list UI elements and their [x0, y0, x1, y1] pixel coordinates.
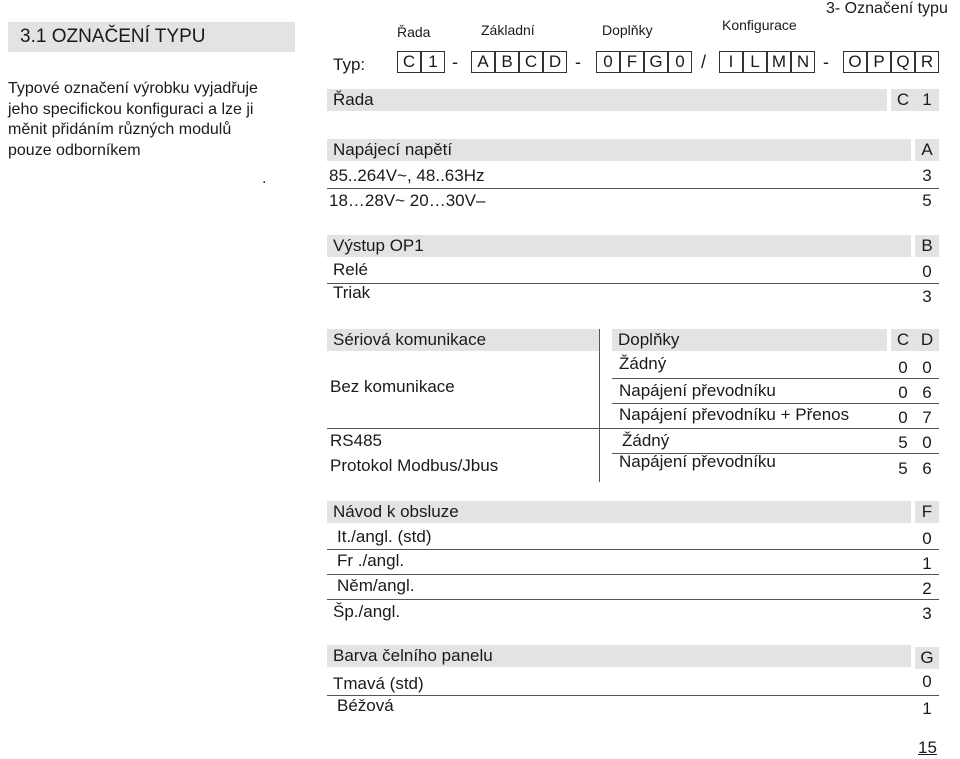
column-divider	[599, 329, 600, 482]
navod-option-code: 3	[922, 604, 932, 623]
seriova-code: D	[915, 329, 939, 351]
divider	[327, 599, 939, 600]
seriova-option: Bez komunikace	[330, 377, 455, 396]
vystup-option: Relé	[333, 260, 368, 279]
doplnky-code: 0	[898, 358, 908, 377]
code-separator: /	[701, 52, 707, 72]
divider	[327, 188, 939, 189]
section-subtitle: 3- Označení typu	[826, 0, 948, 17]
doplnky-option: Žádný	[619, 354, 667, 373]
code-cell: O	[843, 51, 867, 73]
doplnky-code: 6	[922, 383, 932, 402]
doplnky-option: Žádný	[622, 431, 670, 450]
divider	[599, 428, 939, 429]
section-title: 3.1 OZNAČENÍ TYPU	[8, 22, 295, 52]
group-label-zakladni: Základní	[481, 22, 535, 38]
napajeci-option: 85..264V~, 48..63Hz	[329, 166, 485, 185]
seriova-label: Sériová komunikace	[327, 329, 599, 351]
code-cell: C	[519, 51, 543, 73]
doplnky-code: 0	[922, 358, 932, 377]
navod-option: Fr ./angl.	[337, 551, 405, 570]
doplnky-code: 5	[898, 433, 908, 452]
doplnky-code: 0	[898, 383, 908, 402]
seriova-doplnky-label: Doplňky	[612, 329, 887, 351]
napajeci-option-code: 3	[922, 166, 932, 185]
code-cell: M	[767, 51, 791, 73]
code-cell: 0	[596, 51, 620, 73]
navod-label: Návod k obsluze	[327, 501, 911, 523]
divider	[327, 695, 939, 696]
rada-label: Řada	[327, 89, 887, 111]
navod-option-code: 2	[922, 579, 932, 598]
doplnky-option: Napájení převodníku	[619, 381, 776, 400]
code-cell: P	[867, 51, 891, 73]
doplnky-code: 7	[922, 408, 932, 427]
vystup-label: Výstup OP1	[327, 235, 911, 257]
seriova-option: RS485	[330, 431, 382, 450]
barva-option-code: 1	[922, 699, 932, 718]
code-cell: D	[543, 51, 567, 73]
navod-option-code: 1	[922, 554, 932, 573]
code-cell: 1	[421, 51, 445, 73]
divider	[327, 283, 939, 284]
code-cell: 0	[668, 51, 692, 73]
code-cell: Q	[891, 51, 915, 73]
navod-option-code: 0	[922, 529, 932, 548]
code-cell: R	[915, 51, 939, 73]
vystup-code: B	[915, 235, 939, 257]
napajeci-label: Napájecí napětí	[327, 139, 911, 161]
rada-code: C	[891, 89, 915, 111]
intro-line: jeho specifickou konfiguraci a lze ji	[8, 100, 254, 118]
seriova-option: Protokol Modbus/Jbus	[330, 456, 499, 475]
intro-dot: .	[262, 170, 267, 187]
seriova-code: C	[891, 329, 915, 351]
code-cell: I	[719, 51, 743, 73]
barva-option: Béžová	[337, 696, 394, 715]
vystup-option-code: 3	[922, 287, 932, 306]
intro-text	[8, 79, 298, 161]
code-cell: F	[620, 51, 644, 73]
intro-line: pouze odborníkem	[8, 141, 141, 159]
group-label-rada: Řada	[397, 24, 431, 40]
barva-option: Tmavá (std)	[333, 674, 424, 693]
napajeci-code: A	[915, 139, 939, 161]
divider	[612, 378, 939, 379]
intro-line: měnit přidáním různých modulů	[8, 121, 232, 138]
code-cell: G	[644, 51, 668, 73]
doplnky-code: 6	[922, 459, 932, 478]
doplnky-code: 0	[922, 433, 932, 452]
doplnky-option: Napájení převodníku + Přenos	[619, 405, 850, 424]
code-cell: C	[397, 51, 421, 73]
doplnky-code: 0	[898, 408, 908, 427]
code-cell: A	[471, 51, 495, 73]
code-cell: L	[743, 51, 767, 73]
typ-label: Typ:	[333, 55, 366, 74]
divider	[327, 428, 599, 429]
napajeci-option-code: 5	[922, 191, 932, 210]
navod-option: Něm/angl.	[337, 576, 415, 595]
divider	[327, 549, 939, 550]
code-cell: B	[495, 51, 519, 73]
code-separator: -	[575, 52, 581, 72]
group-label-konfigurace: Konfigurace	[722, 17, 797, 33]
page-number: 15	[918, 738, 937, 757]
barva-option-code: 0	[922, 672, 932, 691]
code-separator: -	[452, 52, 458, 72]
navod-code: F	[915, 501, 939, 523]
group-label-doplnky: Doplňky	[602, 22, 653, 38]
napajeci-option: 18…28V~ 20…30V–	[329, 191, 486, 210]
code-separator: -	[823, 52, 829, 72]
navod-option: Šp./angl.	[333, 602, 401, 621]
doplnky-option: Napájení převodníku	[619, 452, 776, 471]
rada-code: 1	[915, 89, 939, 111]
code-cell: N	[791, 51, 815, 73]
intro-line: Typové označení výrobku vyjadřuje	[8, 80, 258, 97]
doplnky-code: 5	[898, 459, 908, 478]
vystup-option: Triak	[333, 283, 371, 302]
navod-option: It./angl. (std)	[337, 527, 432, 546]
barva-code: G	[915, 647, 939, 669]
vystup-option-code: 0	[922, 262, 932, 281]
divider	[327, 574, 939, 575]
barva-label: Barva čelního panelu	[327, 645, 911, 667]
